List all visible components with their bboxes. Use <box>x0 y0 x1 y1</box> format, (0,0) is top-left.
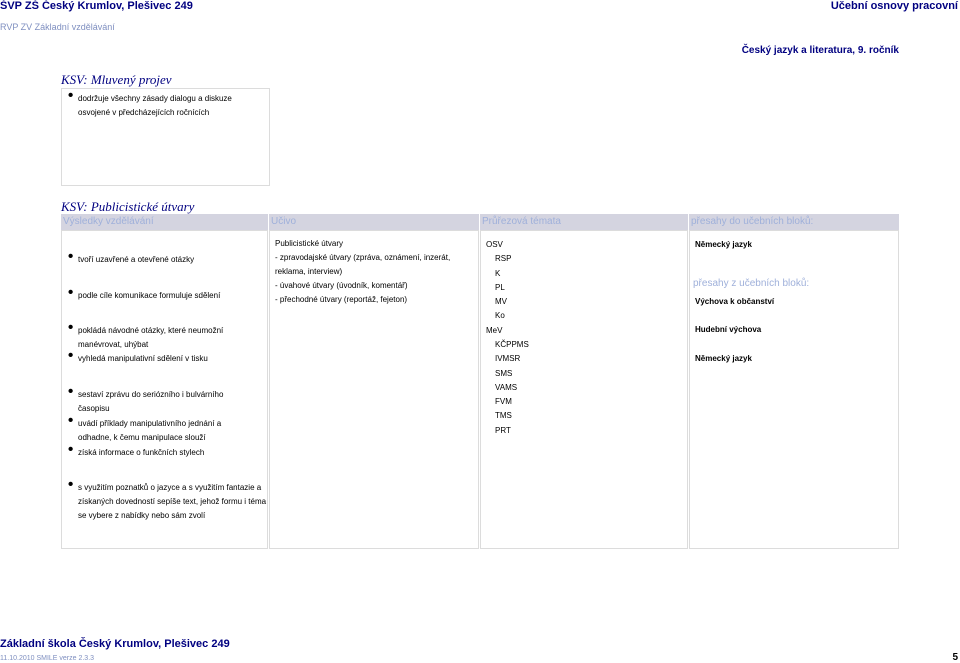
theme-item: VAMS <box>495 383 518 392</box>
theme-item: TMS <box>495 411 512 420</box>
curriculum-item: - zpravodajské útvary (zpráva, oznámení, inzerát, reklama, interview) <box>275 253 451 276</box>
column-header-overlaps: přesahy do učebních bloků: <box>689 214 899 230</box>
overlap-from-item: Německý jazyk <box>695 354 752 363</box>
document-type: Učební osnovy pracovní <box>830 0 958 12</box>
document-title: ŠVP ZŠ Český Krumlov, Plešivec 249 <box>0 0 193 12</box>
page-number: 5 <box>952 652 958 663</box>
theme-item: OSV <box>486 240 503 249</box>
curriculum-item: - úvahové útvary (úvodník, komentář) <box>275 281 408 290</box>
theme-item: Ko <box>495 311 505 320</box>
overlaps-from-label: přesahy z učebních bloků: <box>693 278 810 289</box>
column-header-curriculum: Učivo <box>269 214 479 230</box>
section-title-mluveny-projev: KSV: Mluvený projev <box>61 72 172 87</box>
outcome-item: • uvádí příklady manipulativního jednání a odhadne, k čemu manipulace slouží <box>68 412 222 442</box>
outcome-item: • vyhledá manipulativní sdělení v tisku <box>68 347 208 364</box>
outcome-item: • získá informace o funkčních stylech <box>68 441 205 458</box>
outcomes-column <box>61 230 268 549</box>
overlap-to-item: Německý jazyk <box>695 240 752 249</box>
theme-item: PRT <box>495 426 511 435</box>
outcome-item: • s využitím poznatků o jazyce a s využitím fantazie a získaných dovedností sepíše text, jehož formu i téma se vybere z nabídky nebo sám zvolí <box>68 476 267 520</box>
theme-item: IVMSR <box>495 354 521 363</box>
theme-item: PL <box>495 283 505 292</box>
theme-item: RSP <box>495 254 512 263</box>
outcome-item: • pokládá návodné otázky, které neumožní manévrovat, uhýbat <box>68 319 224 349</box>
bullet-icon: • <box>68 441 74 458</box>
program-subtitle: RVP ZV Základní vzdělávání <box>0 22 115 32</box>
theme-item: FVM <box>495 397 512 406</box>
footer-school-name: Základní škola Český Krumlov, Plešivec 249 <box>0 638 230 650</box>
theme-item: K <box>495 269 501 278</box>
bullet-icon: • <box>68 87 74 104</box>
bullet-icon: • <box>68 412 74 429</box>
bullet-icon: • <box>68 476 74 493</box>
overlap-from-item: Hudební výchova <box>695 325 762 334</box>
theme-item: MV <box>495 297 507 306</box>
bullet-icon: • <box>68 383 74 400</box>
bullet-icon: • <box>68 248 74 265</box>
overlaps-column <box>689 230 899 549</box>
theme-item: MeV <box>486 326 503 335</box>
curriculum-item: - přechodné útvary (reportáž, fejeton) <box>275 295 408 304</box>
outcome-item: • sestaví zprávu do seriózního i bulvárního časopisu <box>68 383 224 413</box>
bullet-icon: • <box>68 319 74 336</box>
theme-item: SMS <box>495 369 513 378</box>
outcome-item: • tvoří uzavřené a otevřené otázky <box>68 248 195 265</box>
theme-item: KČPPMS <box>495 340 529 349</box>
curriculum-column <box>269 230 479 549</box>
bullet-icon: • <box>68 284 74 301</box>
outcome-item: • dodržuje všechny zásady dialogu a diskuze osvojené v předcházejících ročnících <box>68 87 232 117</box>
subject-title: Český jazyk a literatura, 9. ročník <box>741 45 899 56</box>
column-header-themes: Průřezová témata <box>480 214 688 230</box>
column-header-outcomes: Výsledky vzdělávání <box>61 214 268 230</box>
overlap-from-item: Výchova k občanství <box>695 297 775 306</box>
bullet-icon: • <box>68 347 74 364</box>
section-title-publicisticke-utvary: KSV: Publicistické útvary <box>61 199 195 214</box>
outcome-item: • podle cíle komunikace formuluje sdělení <box>68 284 221 301</box>
themes-column <box>480 230 688 549</box>
curriculum-heading: Publicistické útvary <box>275 239 344 248</box>
outcomes-box-mluveny-projev <box>61 88 270 186</box>
footer-date-version: 11.10.2010 SMILE verze 2.3.3 <box>0 655 95 662</box>
